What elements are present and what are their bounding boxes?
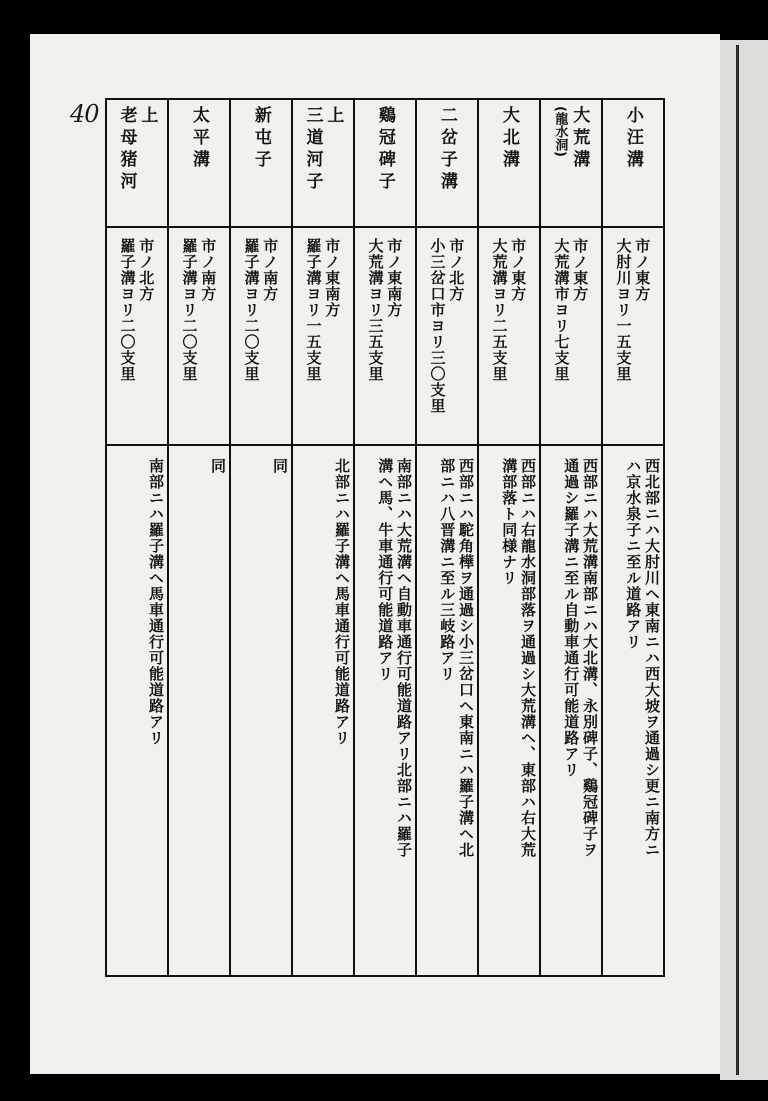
binding-edge <box>736 45 739 1075</box>
location-distance: 小三岔口市ヨリ三〇支里 <box>428 238 447 414</box>
location-direction: 市ノ東方 <box>571 238 590 302</box>
table-row <box>353 100 415 975</box>
page-edge <box>720 40 768 1080</box>
table-row <box>105 100 167 975</box>
location-distance: 羅子溝ヨリ二〇支里 <box>242 238 261 382</box>
road-note-cell <box>477 458 539 970</box>
place-name: 新屯子 <box>250 106 271 172</box>
place-name: 大荒溝 <box>569 106 590 172</box>
table-row <box>477 100 539 975</box>
road-note-cell <box>167 458 229 970</box>
location-direction: 市ノ南方 <box>261 238 280 302</box>
road-note-line: 西部ニハ大荒溝南部ニハ大北溝、永別碑子、鷄冠碑子ヲ <box>581 458 599 858</box>
location-distance: 大荒溝ヨリ二五支里 <box>490 238 509 382</box>
location-direction: 市ノ東南方 <box>385 238 404 318</box>
place-name-cell <box>291 106 353 226</box>
place-name: 老母猪河 <box>116 106 137 194</box>
road-note-cell <box>353 458 415 970</box>
road-note-line: 溝ヘ馬、牛車通行可能道路アリ <box>376 458 395 682</box>
road-note-cell <box>601 458 663 970</box>
road-note-cell <box>415 458 477 970</box>
location-direction: 市ノ南方 <box>199 238 218 302</box>
page-number: 40 <box>70 100 99 128</box>
table-row <box>229 100 291 975</box>
location-distance: 大肘川ヨリ一五支里 <box>614 238 633 382</box>
location-direction: 市ノ北方 <box>137 238 156 302</box>
place-name: 二岔子溝 <box>436 106 457 194</box>
road-note-line: 南部ニハ羅子溝ヘ馬車通行可能道路アリ <box>147 458 165 746</box>
table-row <box>415 100 477 975</box>
road-note-cell <box>229 458 291 970</box>
place-name: 鷄冠碑子 <box>374 106 395 194</box>
place-name-prefix: 上 <box>137 106 158 128</box>
place-name-cell <box>353 106 415 226</box>
place-name-cell <box>105 106 167 226</box>
location-distance: 羅子溝ヨリ二〇支里 <box>180 238 199 382</box>
place-alias: (龍水洞) <box>552 106 568 157</box>
place-name-prefix: 上 <box>323 106 344 128</box>
place-table <box>105 98 665 977</box>
place-name-cell <box>539 106 601 226</box>
road-note-line: 同 <box>271 458 289 474</box>
table-row <box>167 100 229 975</box>
column-divider <box>663 100 665 975</box>
road-note-line: 西部ニハ右龍水洞部落ヲ通過シ大荒溝ヘ、東部ハ右大荒 <box>519 458 537 858</box>
place-name-cell <box>415 106 477 226</box>
location-direction: 市ノ東方 <box>509 238 528 302</box>
place-name-cell <box>229 106 291 226</box>
place-name-cell <box>167 106 229 226</box>
place-name: 太平溝 <box>188 106 209 172</box>
location-distance: 羅子溝ヨリ二〇支里 <box>118 238 137 382</box>
place-name-cell <box>477 106 539 226</box>
road-note-line: ハ京水泉子ニ至ル道路アリ <box>624 458 643 650</box>
place-name: 大北溝 <box>498 106 519 172</box>
road-note-line: 部ニハ八晋溝ニ至ル三岐路アリ <box>438 458 457 682</box>
road-note-line: 南部ニハ大荒溝ヘ自動車通行可能道路アリ北部ニハ羅子 <box>395 458 413 858</box>
location-direction: 市ノ東方 <box>633 238 652 302</box>
road-note-line: 西部ニハ駝角樺ヲ通過シ小三岔口ヘ東南ニハ羅子溝ヘ北 <box>457 458 475 858</box>
location-distance: 羅子溝ヨリ一五支里 <box>304 238 323 382</box>
road-note-cell <box>105 458 167 970</box>
road-note-line: 北部ニハ羅子溝ヘ馬車通行可能道路アリ <box>333 458 351 746</box>
road-note-line: 溝部落ト同様ナリ <box>500 458 519 586</box>
road-note-line: 同 <box>209 458 227 474</box>
place-name: 小汪溝 <box>622 106 643 172</box>
road-note-line: 通過シ羅子溝ニ至ル自動車通行可能道路アリ <box>562 458 581 778</box>
table-row <box>601 100 663 975</box>
road-note-line: 西北部ニハ大肘川ヘ東南ニハ西大坡ヲ通過シ更ニ南方ニ <box>643 458 661 858</box>
table-row <box>291 100 353 975</box>
location-direction: 市ノ東南方 <box>323 238 342 318</box>
road-note-cell <box>291 458 353 970</box>
location-distance: 大荒溝市ヨリ七支里 <box>552 238 571 382</box>
location-distance: 大荒溝ヨリ三五支里 <box>366 238 385 382</box>
place-name: 三道河子 <box>302 106 323 194</box>
location-direction: 市ノ北方 <box>447 238 466 302</box>
road-note-cell <box>539 458 601 970</box>
place-name-cell <box>601 106 663 226</box>
table-row <box>539 100 601 975</box>
